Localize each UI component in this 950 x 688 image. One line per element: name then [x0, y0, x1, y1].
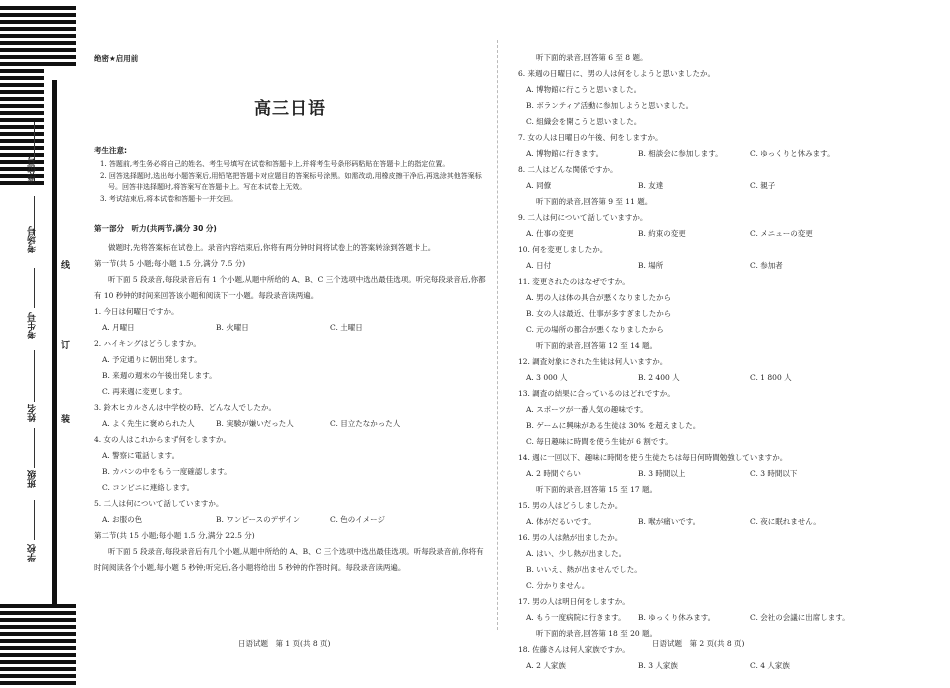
question-stem: 5. 二人は何について話していますか。 [94, 499, 224, 508]
notice-list [94, 159, 486, 205]
option-item: A. 男の人は体の具合が悪くなりましたから [526, 293, 672, 302]
option-item: B. いいえ、熱が出ませんでした。 [526, 565, 642, 574]
option-item: B. 友達 [638, 181, 664, 190]
binding-stripe [0, 111, 44, 115]
question-stem: 13. 調査の結果に合っているのはどれですか。 [518, 389, 675, 398]
option-item: C. 組織会を開こうと思いました。 [526, 117, 642, 126]
option-item: C. 参加者 [750, 261, 783, 270]
option-row [518, 146, 918, 162]
question-stem: 17. 男の人は明日何をしますか。 [518, 597, 630, 606]
option-item: C. 1 800 人 [750, 373, 792, 382]
binding-stripe [0, 55, 76, 59]
binding-stripe [0, 83, 44, 87]
option-item: B. 2 400 人 [638, 373, 680, 382]
notice-item: 1. 答题前,考生务必将自己的姓名、考生号填写在试卷和答题卡上,并将考生号条形码粘贴在答题卡上的指定位置。 [100, 160, 450, 168]
question-stem: 18. 佐藤さんは何人家族ですか。 [518, 645, 630, 654]
binding-stripe [0, 604, 76, 608]
option-item: B. 来週の週末の午後出発します。 [102, 371, 217, 380]
option-item: A. 2 人家族 [526, 661, 566, 670]
option-item: A. 予定通りに朝出発します。 [102, 355, 202, 364]
option-item: C. 再来週に変更します。 [102, 387, 187, 396]
option-row [518, 370, 918, 386]
option-item: C. 土曜日 [330, 323, 363, 332]
name-label: 姓名 [28, 404, 38, 422]
option-item: C. 夜に眠れません。 [750, 517, 821, 526]
school-line [34, 500, 35, 540]
binding-stripe [0, 97, 44, 101]
option-row [518, 226, 918, 242]
section1-intro: 听下面 5 段录音,每段录音后有 1 个小题,从题中所给的 A、B、C 三个选项中选出最佳选项。听完每段录音后,你都有 10 秒钟的时间来回答该小题和阅读下一小题。每段录音读两遍。 [94, 275, 486, 300]
binding-stripe [0, 625, 76, 629]
question-stem: 8. 二人はどんな関係ですか。 [518, 165, 618, 174]
question-stem: 4. 女の人はこれからまず何をしますか。 [94, 435, 232, 444]
option-row [94, 416, 486, 432]
binding-stripe [0, 653, 76, 657]
option-item: A. 警察に電話します。 [102, 451, 180, 460]
binding-stripe [0, 125, 44, 129]
left-column [94, 48, 486, 576]
option-item: B. 実験が嫌いだった人 [216, 419, 294, 428]
binding-stripe [0, 118, 44, 122]
option-item: A. 博物館に行こうと思いました。 [526, 85, 642, 94]
question-stem: 1. 今日は何曜日ですか。 [94, 307, 179, 316]
listening-instruction: 听下面的录音,回答第 12 至 14 题。 [536, 341, 658, 350]
question-stem: 12. 調査対象にされた生徒は何人いますか。 [518, 357, 668, 366]
binding-stripe [0, 618, 76, 622]
binding-stripe [0, 41, 76, 45]
option-item: A. お服の色 [102, 515, 143, 524]
notice-heading: 考生注意: [94, 146, 127, 155]
room-label: 考场号 [28, 226, 38, 253]
question-stem: 6. 来週の日曜日に、男の人は何をしようと思いましたか。 [518, 69, 716, 78]
seat-line [34, 122, 35, 160]
examinee-label: 考生号 [28, 312, 38, 339]
question-stem: 7. 女の人は日曜日の午後、何をしますか。 [518, 133, 663, 142]
binding-stripe [0, 139, 44, 143]
binding-mark-bind: 装 [61, 415, 71, 425]
binding-stripe [0, 632, 76, 636]
binding-stripe [0, 681, 76, 685]
binding-stripe [0, 90, 44, 94]
option-item: B. ボランティア活動に参加しようと思いました。 [526, 101, 694, 110]
page-title: 高三日语 [254, 99, 326, 119]
option-item: A. よく先生に褒められた人 [102, 419, 195, 428]
option-item: B. 3 時間以上 [638, 469, 686, 478]
option-row [518, 466, 918, 482]
option-item: B. 約束の変更 [638, 229, 686, 238]
option-item: A. 体がだるいです。 [526, 517, 596, 526]
name-line [34, 350, 35, 402]
option-item: B. ゆっくり休みます。 [638, 613, 716, 622]
section1-heading: 第一节(共 5 小题;每小题 1.5 分,满分 7.5 分) [94, 259, 246, 268]
option-item: B. 3 人家族 [638, 661, 678, 670]
option-item: A. スポーツが一番人気の趣味です。 [526, 405, 648, 414]
option-row [518, 514, 918, 530]
part-intro: 做题时,先将答案标在试卷上。录音内容结束后,你将有两分钟时间将试卷上的答案转涂到答题卡上。 [108, 243, 436, 252]
question-stem: 14. 週に一回以下、趣味に時間を使う生徒たちは毎日何時間勉強していますか。 [518, 453, 788, 462]
option-item: C. 分かりません。 [526, 581, 590, 590]
secret-label: 绝密★启用前 [94, 54, 139, 63]
question-stem: 2. ハイキングはどうしますか。 [94, 339, 201, 348]
notice-item: 2. 回答选择题时,选出每小题答案后,用铅笔把答题卡对应题目的答案标号涂黑。如需改动,用橡皮擦干净后,再选涂其他答案标号。回答非选择题时,将答案写在答题卡上。写在本试卷上无效。 [100, 171, 482, 191]
listening-instruction: 听下面的录音,回答第 18 至 20 题。 [536, 629, 658, 638]
binding-stripe [0, 660, 76, 664]
column-divider [497, 40, 498, 630]
option-item: B. 相談会に参加します。 [638, 149, 723, 158]
part-heading: 第一部分 听力(共两节,满分 30 分) [94, 224, 217, 233]
question-stem: 15. 男の人はどうしましたか。 [518, 501, 623, 510]
binding-stripe [0, 104, 44, 108]
option-item: C. 会社の会議に出席します。 [750, 613, 850, 622]
option-item: A. 博物館に行きます。 [526, 149, 604, 158]
option-item: A. もう一度病院に行きます。 [526, 613, 626, 622]
option-item: C. 4 人家族 [750, 661, 790, 670]
binding-stripe [0, 27, 76, 31]
question-stem: 9. 二人は何について話していますか。 [518, 213, 648, 222]
option-item: C. メニューの変更 [750, 229, 813, 238]
seat-label: 座位号 [28, 156, 38, 183]
option-row [518, 178, 918, 194]
notice-item: 3. 考试结束后,将本试卷和答题卡一并交回。 [100, 194, 238, 203]
binding-stripe [0, 6, 76, 10]
option-item: B. 喉が痛いです。 [638, 517, 701, 526]
option-item: A. 仕事の変更 [526, 229, 574, 238]
option-item: C. 元の場所の都合が悪くなりましたから [526, 325, 664, 334]
binding-mark-staple: 订 [61, 341, 71, 351]
option-item: B. ワンピースのデザイン [216, 515, 301, 524]
binding-stripe [0, 639, 76, 643]
binding-stripe [0, 611, 76, 615]
option-item: A. 3 000 人 [526, 373, 568, 382]
option-item: C. コンビニに連絡します。 [102, 483, 195, 492]
question-stem: 11. 変更されたのはなぜですか。 [518, 277, 630, 286]
binding-stripe [0, 674, 76, 678]
binding-stripe [0, 646, 76, 650]
class-label: 班级 [28, 470, 38, 488]
option-item: B. 女の人は最近、仕事が多すぎましたから [526, 309, 672, 318]
option-item: C. 毎日趣味に時間を使う生徒が 6 割です。 [526, 437, 673, 446]
option-item: C. 3 時間以下 [750, 469, 798, 478]
option-row [518, 610, 918, 626]
listening-instruction: 听下面的录音,回答第 15 至 17 题。 [536, 485, 658, 494]
option-item: A. 日付 [526, 261, 552, 270]
page-footer-right: 日语试题 第 2 页(共 8 页) [652, 639, 745, 648]
binding-stripe [0, 34, 76, 38]
option-item: C. ゆっくりと休みます。 [750, 149, 835, 158]
page-footer-left: 日语试题 第 1 页(共 8 页) [238, 639, 331, 648]
listening-instruction: 听下面的录音,回答第 9 至 11 题。 [536, 197, 653, 206]
option-row [94, 512, 486, 528]
binding-stripe [0, 48, 76, 52]
option-item: C. 色のイメージ [330, 515, 386, 524]
right-question-list [518, 50, 918, 674]
binding-strip [0, 0, 78, 688]
binding-stripe [0, 132, 44, 136]
option-item: A. 2 時間ぐらい [526, 469, 581, 478]
examinee-line [34, 268, 35, 308]
option-row [518, 258, 918, 274]
option-item: B. 火曜日 [216, 323, 249, 332]
option-item: B. 場所 [638, 261, 664, 270]
option-row [518, 658, 918, 674]
binding-bar [52, 80, 57, 605]
question-stem: 10. 何を変更しましたか。 [518, 245, 608, 254]
listening-instruction: 听下面的录音,回答第 6 至 8 题。 [536, 53, 648, 62]
question-stem: 16. 男の人は熱が出ましたか。 [518, 533, 623, 542]
binding-stripe [0, 69, 44, 73]
class-line [34, 428, 35, 468]
option-row [94, 320, 486, 336]
section2-intro: 听下面 5 段录音,每段录音后有几个小题,从题中所给的 A、B、C 三个选项中选出最佳选项。听每段录音前,你将有时间阅读各个小题,每小题 5 秒钟;听完后,各小题将给出 5 秒钟的作答时间。每段录音读两遍。 [94, 547, 484, 572]
school-label: 学校 [28, 544, 38, 562]
option-item: C. 目立たなかった人 [330, 419, 401, 428]
option-item: B. カバンの中をもう一度確認します。 [102, 467, 232, 476]
binding-stripe [0, 62, 76, 66]
binding-stripe [0, 146, 44, 150]
question-stem: 3. 鈴木ヒカルさんは中学校の時、どんな人でしたか。 [94, 403, 277, 412]
section2-heading: 第二节(共 15 小题;每小题 1.5 分,满分 22.5 分) [94, 531, 255, 540]
option-item: A. 同僚 [526, 181, 552, 190]
binding-mark-line: 线 [61, 261, 71, 271]
binding-stripe [0, 13, 76, 17]
left-question-list [94, 304, 486, 528]
binding-stripe [0, 667, 76, 671]
option-item: B. ゲームに興味がある生徒は 30% を超えました。 [526, 421, 701, 430]
right-column [518, 50, 918, 674]
option-item: C. 親子 [750, 181, 776, 190]
binding-stripe [0, 20, 76, 24]
option-item: A. 月曜日 [102, 323, 135, 332]
option-item: A. はい、少し熱が出ました。 [526, 549, 627, 558]
binding-stripe [0, 76, 44, 80]
